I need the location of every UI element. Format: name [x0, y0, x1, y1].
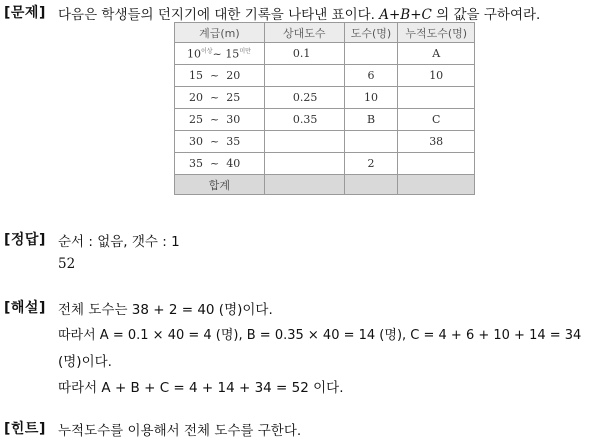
- table-row: [175, 153, 475, 175]
- solution-line-2: 따라서 A = 0.1 × 40 = 4 (명), B = 0.35 × 40 = 14 (명), C = 4 + 6 + 10 + 14 = 34: [58, 328, 582, 343]
- relative-frequency-cell: 0.1: [264, 43, 344, 65]
- problem-statement: [58, 3, 540, 23]
- header-frequency: 도수(명): [344, 23, 398, 43]
- frequency-cell: 10: [344, 87, 398, 109]
- hint-tag: [힌트]: [4, 421, 46, 437]
- header-cumulative-frequency: 누적도수(명): [398, 23, 475, 43]
- cumulative-cell: [398, 87, 475, 109]
- relative-frequency-cell: 0.35: [264, 109, 344, 131]
- class-range: 25 ~ 30: [175, 109, 265, 131]
- solution-line-1: 전체 도수는 38 + 2 = 40 (명)이다.: [58, 302, 273, 318]
- frequency-table: [174, 22, 475, 195]
- relative-frequency-cell: [264, 153, 344, 175]
- problem-tag: [문제]: [4, 5, 46, 21]
- answer-line-1: 순서 : 없음, 갯수 : 1: [58, 234, 180, 250]
- table-row: [175, 109, 475, 131]
- frequency-cell: [344, 43, 398, 65]
- solution-line-4: 따라서 A + B + C = 4 + 14 + 34 = 52 이다.: [58, 380, 344, 396]
- total-label: 합계: [175, 175, 265, 195]
- total-frequency-cell: [344, 175, 398, 195]
- class-range: $10^{이상}\sim$ $15^{미만}$: [175, 43, 265, 65]
- class-range: 15 ~ 20: [175, 65, 265, 87]
- total-relative-cell: [264, 175, 344, 195]
- class-range: 30 ~ 35: [175, 131, 265, 153]
- cumulative-cell: 10: [398, 65, 475, 87]
- table-row: [175, 65, 475, 87]
- answer-line-2: 52: [58, 256, 76, 272]
- class-range: 35 ~ 40: [175, 153, 265, 175]
- table-row: [175, 131, 475, 153]
- class-range: 20 ~ 25: [175, 87, 265, 109]
- table-header-row: [175, 23, 475, 43]
- table-total-row: [175, 175, 475, 195]
- problem-text-prefix: 다음은 학생들의 던지기에 대한 기록을 나타낸 표이다.: [58, 7, 375, 23]
- relative-frequency-cell: [264, 131, 344, 153]
- frequency-cell: 6: [344, 65, 398, 87]
- frequency-cell: B: [344, 109, 398, 131]
- frequency-cell: [344, 131, 398, 153]
- total-cumulative-cell: [398, 175, 475, 195]
- answer-tag: [정답]: [4, 232, 46, 248]
- header-class: 계급(m): [175, 23, 265, 43]
- problem-text-suffix: 의 값을 구하여라.: [436, 7, 541, 23]
- problem-expression: A+B+C: [379, 7, 432, 23]
- cumulative-cell: [398, 153, 475, 175]
- frequency-cell: 2: [344, 153, 398, 175]
- solution-tag: [해설]: [4, 300, 46, 316]
- relative-frequency-cell: [264, 65, 344, 87]
- cumulative-cell: 38: [398, 131, 475, 153]
- hint-text: 누적도수를 이용해서 전체 도수를 구한다.: [58, 423, 302, 439]
- solution-line-3: (명)이다.: [58, 354, 112, 370]
- cumulative-cell: A: [398, 43, 475, 65]
- cumulative-cell: C: [398, 109, 475, 131]
- header-relative-frequency: 상대도수: [264, 23, 344, 43]
- table-row: [175, 43, 475, 65]
- relative-frequency-cell: 0.25: [264, 87, 344, 109]
- table-row: [175, 87, 475, 109]
